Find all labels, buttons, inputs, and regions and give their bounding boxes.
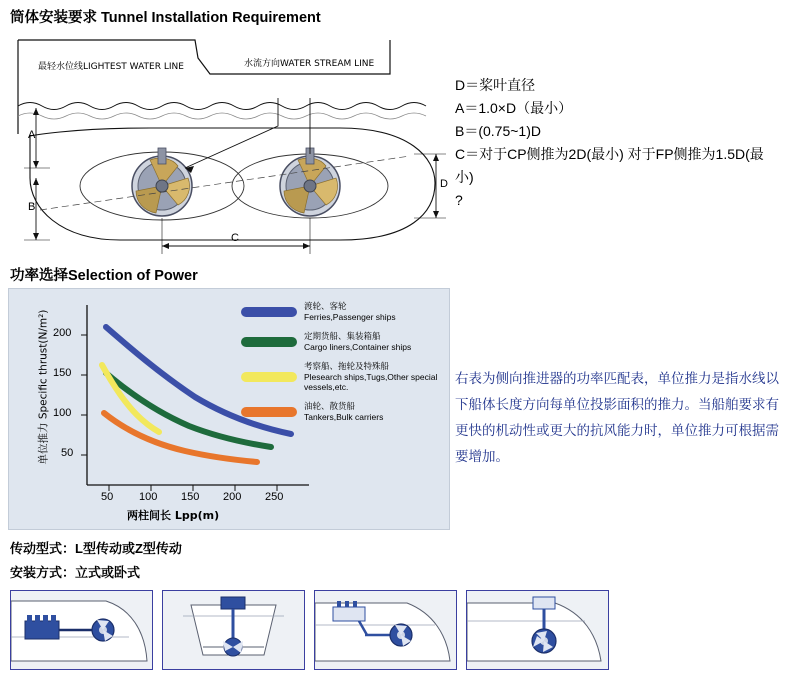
chart-legend	[241, 301, 441, 422]
dimension-c-label: C	[231, 232, 239, 244]
legend-label-research-en: Plesearch ships,Tugs,Other special vessels,etc.	[304, 372, 438, 392]
legend-item-ferries	[241, 301, 441, 322]
x-tick-50: 50	[101, 491, 114, 503]
formula-line-b: B＝(0.75~1)D	[455, 123, 541, 139]
tunnel-installation-diagram	[10, 28, 450, 256]
legend-label-tankers-cn: 油轮、散货船	[304, 402, 356, 412]
legend-swatch-tankers	[241, 407, 297, 417]
x-tick-150: 150	[181, 491, 200, 503]
water-stream-line-label: 水流方向WATER STREAM LINE	[244, 59, 375, 69]
legend-label-ferries-cn: 渡轮、客轮	[304, 302, 347, 312]
tunnel-installation-title: 筒体安装要求 Tunnel Installation Requirement	[10, 10, 321, 26]
legend-swatch-cargo	[241, 337, 297, 347]
drive-type-line: 传动型式：L型传动或Z型传动	[10, 541, 182, 556]
specific-thrust-chart	[8, 288, 450, 530]
dimension-b-label: B	[28, 201, 36, 213]
formula-list	[455, 74, 775, 212]
thumbnail-horizontal-drive-bow-view[interactable]	[314, 590, 457, 670]
x-tick-200: 200	[223, 491, 242, 503]
x-tick-250: 250	[265, 491, 284, 503]
power-selection-note: 右表为侧向推进器的功率匹配表，单位推力是指水线以下船体长度方向每单位投影面积的推力。当船舶要求有更快的机动性或更大的抗风能力时，单位推力可根据需要增加。	[455, 371, 779, 464]
lightest-water-line-curve	[18, 103, 426, 110]
x-axis-title: 两柱间长 Lpp(m)	[127, 509, 220, 522]
lightest-water-line-label: 最轻水位线LIGHTEST WATER LINE	[38, 62, 184, 72]
formula-line-a: A＝1.0×D（最小）	[455, 100, 573, 116]
y-tick-150: 150	[53, 367, 72, 379]
dimension-a-label: A	[28, 129, 36, 141]
thruster-right-illustration	[280, 148, 340, 216]
thumbnail-horizontal-engine-side-view[interactable]	[10, 590, 153, 670]
legend-label-cargo-cn: 定期货船、集装箱船	[304, 332, 381, 342]
formula-line-d: D＝桨叶直径	[455, 77, 536, 93]
y-tick-100: 100	[53, 407, 72, 419]
legend-label-cargo-en: Cargo liners,Container ships	[304, 342, 412, 352]
legend-label-ferries-en: Ferries,Passenger ships	[304, 312, 396, 322]
legend-item-research	[241, 361, 441, 392]
formula-line-c: C＝对于CP侧推为2D(最小) 对于FP侧推为1.5D(最小)	[455, 146, 764, 185]
x-tick-100: 100	[139, 491, 158, 503]
y-tick-50: 50	[61, 447, 74, 459]
dimension-d-label: D	[440, 178, 448, 190]
legend-label-research-cn: 考察船、拖轮及特殊船	[304, 362, 390, 372]
formula-line-extra: ?	[455, 192, 463, 208]
power-selection-title: 功率选择Selection of Power	[10, 268, 198, 284]
mount-type-line: 安装方式：立式或卧式	[10, 565, 141, 580]
series-line-research	[102, 365, 159, 432]
thumbnail-vertical-z-drive-section[interactable]	[162, 590, 305, 670]
y-tick-200: 200	[53, 327, 72, 339]
legend-item-cargo	[241, 331, 441, 352]
legend-item-tankers	[241, 401, 441, 422]
thumbnail-vertical-drive-bow-view[interactable]	[466, 590, 609, 670]
legend-label-tankers-en: Tankers,Bulk carriers	[304, 412, 384, 422]
legend-swatch-research	[241, 372, 297, 382]
thruster-left-illustration	[132, 148, 192, 216]
y-axis-title: 单位推力 Specific thrust(N/m²)	[37, 309, 50, 465]
legend-swatch-ferries	[241, 307, 297, 317]
